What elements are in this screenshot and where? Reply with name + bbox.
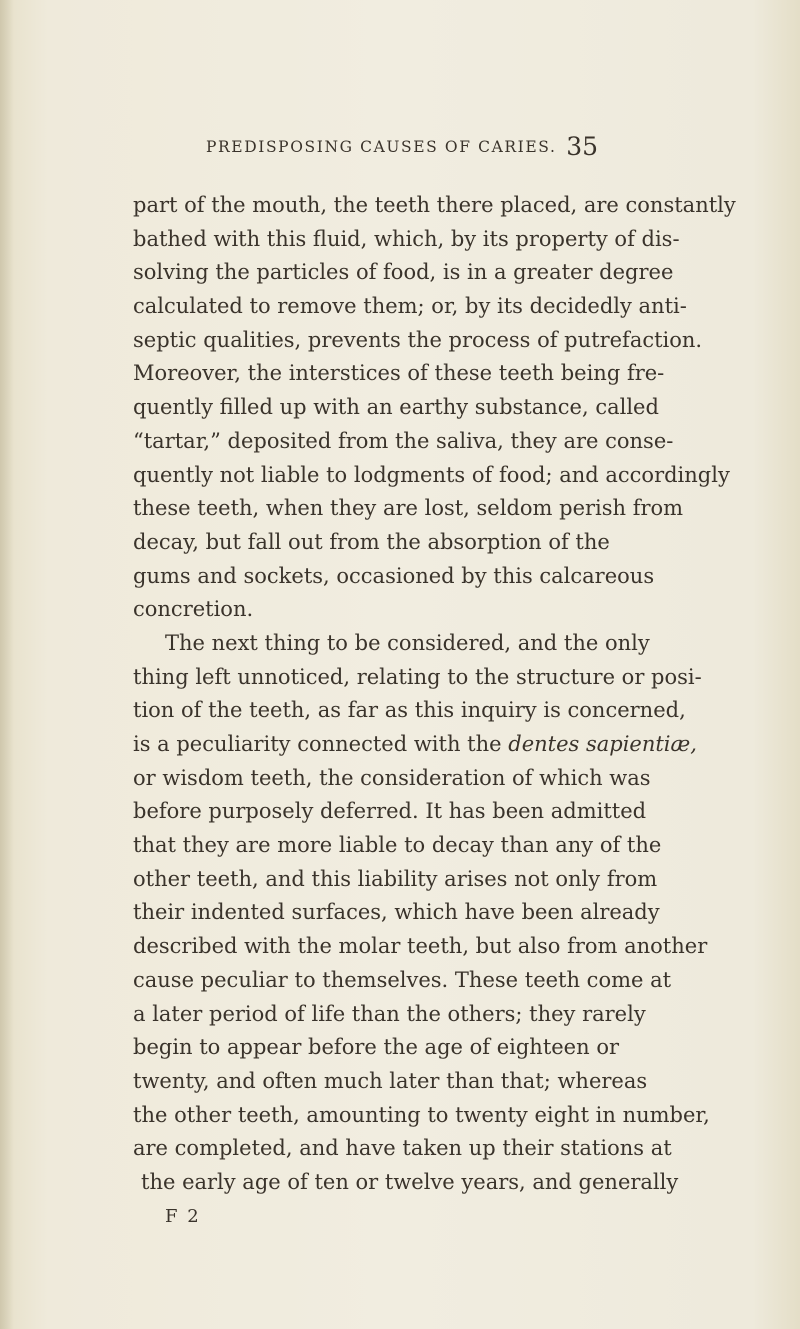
text-line: “tartar,” deposited from the saliva, they are conse- bbox=[133, 428, 674, 453]
text-line: the other teeth, amounting to twenty eight in number, bbox=[133, 1102, 710, 1127]
text-line: before purposely deferred. It has been admitted bbox=[133, 799, 647, 824]
text-line-with-latin-term bbox=[133, 728, 697, 762]
page-number: 35 bbox=[566, 132, 598, 161]
text-line: Moreover, the interstices of these teeth being fre- bbox=[133, 361, 665, 386]
text-line: concretion. bbox=[133, 597, 254, 622]
text-line: or wisdom teeth, the consideration of which was bbox=[133, 765, 651, 790]
running-head bbox=[168, 132, 598, 172]
page-edge bbox=[0, 0, 14, 1329]
text-line: part of the mouth, the teeth there placed, are constantly bbox=[133, 193, 736, 217]
text-line: tion of the teeth, as far as this inquiry is concerned, bbox=[133, 698, 686, 723]
body-text bbox=[133, 189, 736, 1233]
text-line: the early age of ten or twelve years, and generally bbox=[141, 1169, 679, 1194]
running-title: PREDISPOSING CAUSES OF CARIES. bbox=[206, 138, 557, 156]
text-line: gums and sockets, occasioned by this calcareous bbox=[133, 563, 655, 588]
text-line: septic qualities, prevents the process of putrefaction. bbox=[133, 327, 703, 352]
text-line: are completed, and have taken up their stations at bbox=[133, 1136, 672, 1161]
text-line: other teeth, and this liability arises not only from bbox=[133, 866, 658, 891]
text-line: cause peculiar to themselves. These teeth come at bbox=[133, 967, 672, 992]
text-line: described with the molar teeth, but also from another bbox=[133, 934, 708, 959]
text-line: these teeth, when they are lost, seldom perish from bbox=[133, 496, 684, 521]
signature-mark: F 2 bbox=[165, 1205, 201, 1227]
text-line: decay, but fall out from the absorption of the bbox=[133, 529, 610, 554]
text-line: quently not liable to lodgments of food; and accordingly bbox=[133, 462, 730, 487]
text-line: a later period of life than the others; they rarely bbox=[133, 1001, 646, 1026]
text-line: their indented surfaces, which have been already bbox=[133, 900, 660, 925]
paragraph-start-line: The next thing to be considered, and the only bbox=[165, 630, 650, 655]
line-text-segment: is a peculiarity connected with the bbox=[133, 732, 502, 756]
text-line: bathed with this fluid, which, by its property of dis- bbox=[133, 226, 680, 251]
text-line: twenty, and often much later than that; whereas bbox=[133, 1068, 648, 1093]
text-line: calculated to remove them; or, by its decidedly anti- bbox=[133, 294, 687, 319]
text-line: begin to appear before the age of eighteen or bbox=[133, 1035, 619, 1060]
text-line: that they are more liable to decay than any of the bbox=[133, 833, 662, 858]
latin-term: dentes sapientiæ, bbox=[508, 732, 697, 756]
text-line: thing left unnoticed, relating to the structure or posi- bbox=[133, 664, 702, 689]
text-line: solving the particles of food, is in a greater degree bbox=[133, 260, 674, 285]
text-line: quently filled up with an earthy substance, called bbox=[133, 395, 659, 420]
